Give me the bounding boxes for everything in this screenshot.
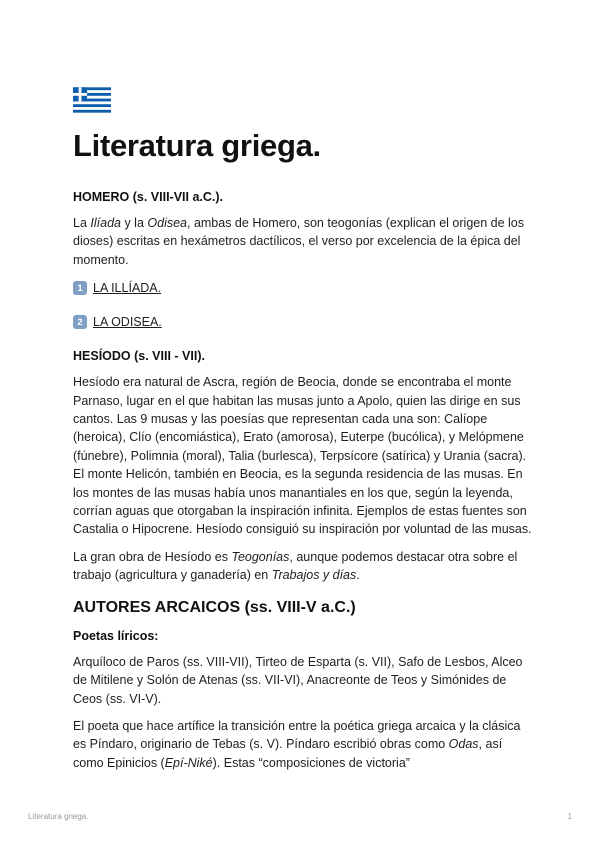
hesiodo-paragraph: Hesíodo era natural de Ascra, región de Beocia, donde se encontraba el monte Parnaso, lugar en el que habitan las musas junto a Apolo, quien las dirige en sus cantos. Las 9 musas y las poesías que representan cada una son: Calíope (heroica), Clío (encomiástica), Erato (amorosa), Euterpe (bucólica), y Melópmene (fúnebre), Polimnia (moral), Talia (burlesca), Terpsícore (satírica) y Urania (sacra). El monte Helicón, también en Beocia, es la segunda residencia de las musas. En los montes de las musas había unos manantiales en los que, según la leyenda, corrían aguas que otorgaban la inspiración infinita. Ejemplos de estas fuentes son Castalia o Hipocrene. Hesíodo consiguió su inspiración por voluntad de las musas. bbox=[73, 375, 532, 537]
link-iliada[interactable] bbox=[73, 281, 533, 295]
page-title: Literatura griega. bbox=[73, 128, 321, 163]
link-odisea-label[interactable]: LA ODISEA. bbox=[93, 315, 162, 330]
number-2-icon: 2 bbox=[73, 315, 87, 329]
arcaicos-heading: AUTORES ARCAICOS (ss. VIII-V a.C.) bbox=[73, 598, 356, 616]
greece-flag-icon bbox=[73, 86, 111, 114]
poetas-liricos-heading: Poetas líricos: bbox=[73, 628, 159, 643]
footer-title: Literatura griega. bbox=[28, 812, 89, 821]
link-iliada-label[interactable]: LA ILLÍADA. bbox=[93, 281, 162, 296]
link-odisea[interactable] bbox=[73, 315, 533, 329]
page-number: 1 bbox=[567, 812, 572, 821]
homero-heading: HOMERO (s. VIII-VII a.C.). bbox=[73, 190, 224, 204]
hesiodo-works-paragraph: La gran obra de Hesíodo es Teogonías, aunque podemos destacar otra sobre el trabajo (agricultura y ganadería) en Trabajos y días. bbox=[73, 549, 518, 583]
document-page bbox=[73, 86, 533, 781]
poetas-paragraph: Arquíloco de Paros (ss. VIII-VII), Tirteo de Esparta (s. VII), Safo de Lesbos, Alceo de Mitilene y Solón de Atenas (ss. VII-VI), Anacreonte de Teos y Simónides de Ceos (ss. VI-V). bbox=[73, 654, 523, 706]
hesiodo-heading: HESÍODO (s. VIII - VII). bbox=[73, 349, 205, 364]
pindaro-paragraph: El poeta que hace artífice la transición entre la poética griega arcaica y la clásica es Píndaro, originario de Tebas (s. V). Píndaro escribió obras como Odas, así como Epinicios (Epí-Niké). Estas “composiciones de victoria” bbox=[73, 718, 521, 770]
number-1-icon: 1 bbox=[73, 281, 87, 295]
homero-paragraph: La Ilíada y la Odisea, ambas de Homero, son teogonías (explican el origen de los dioses) escritas en hexámetros dactílicos, el verso por excelencia de la épica del momento. bbox=[73, 216, 524, 267]
